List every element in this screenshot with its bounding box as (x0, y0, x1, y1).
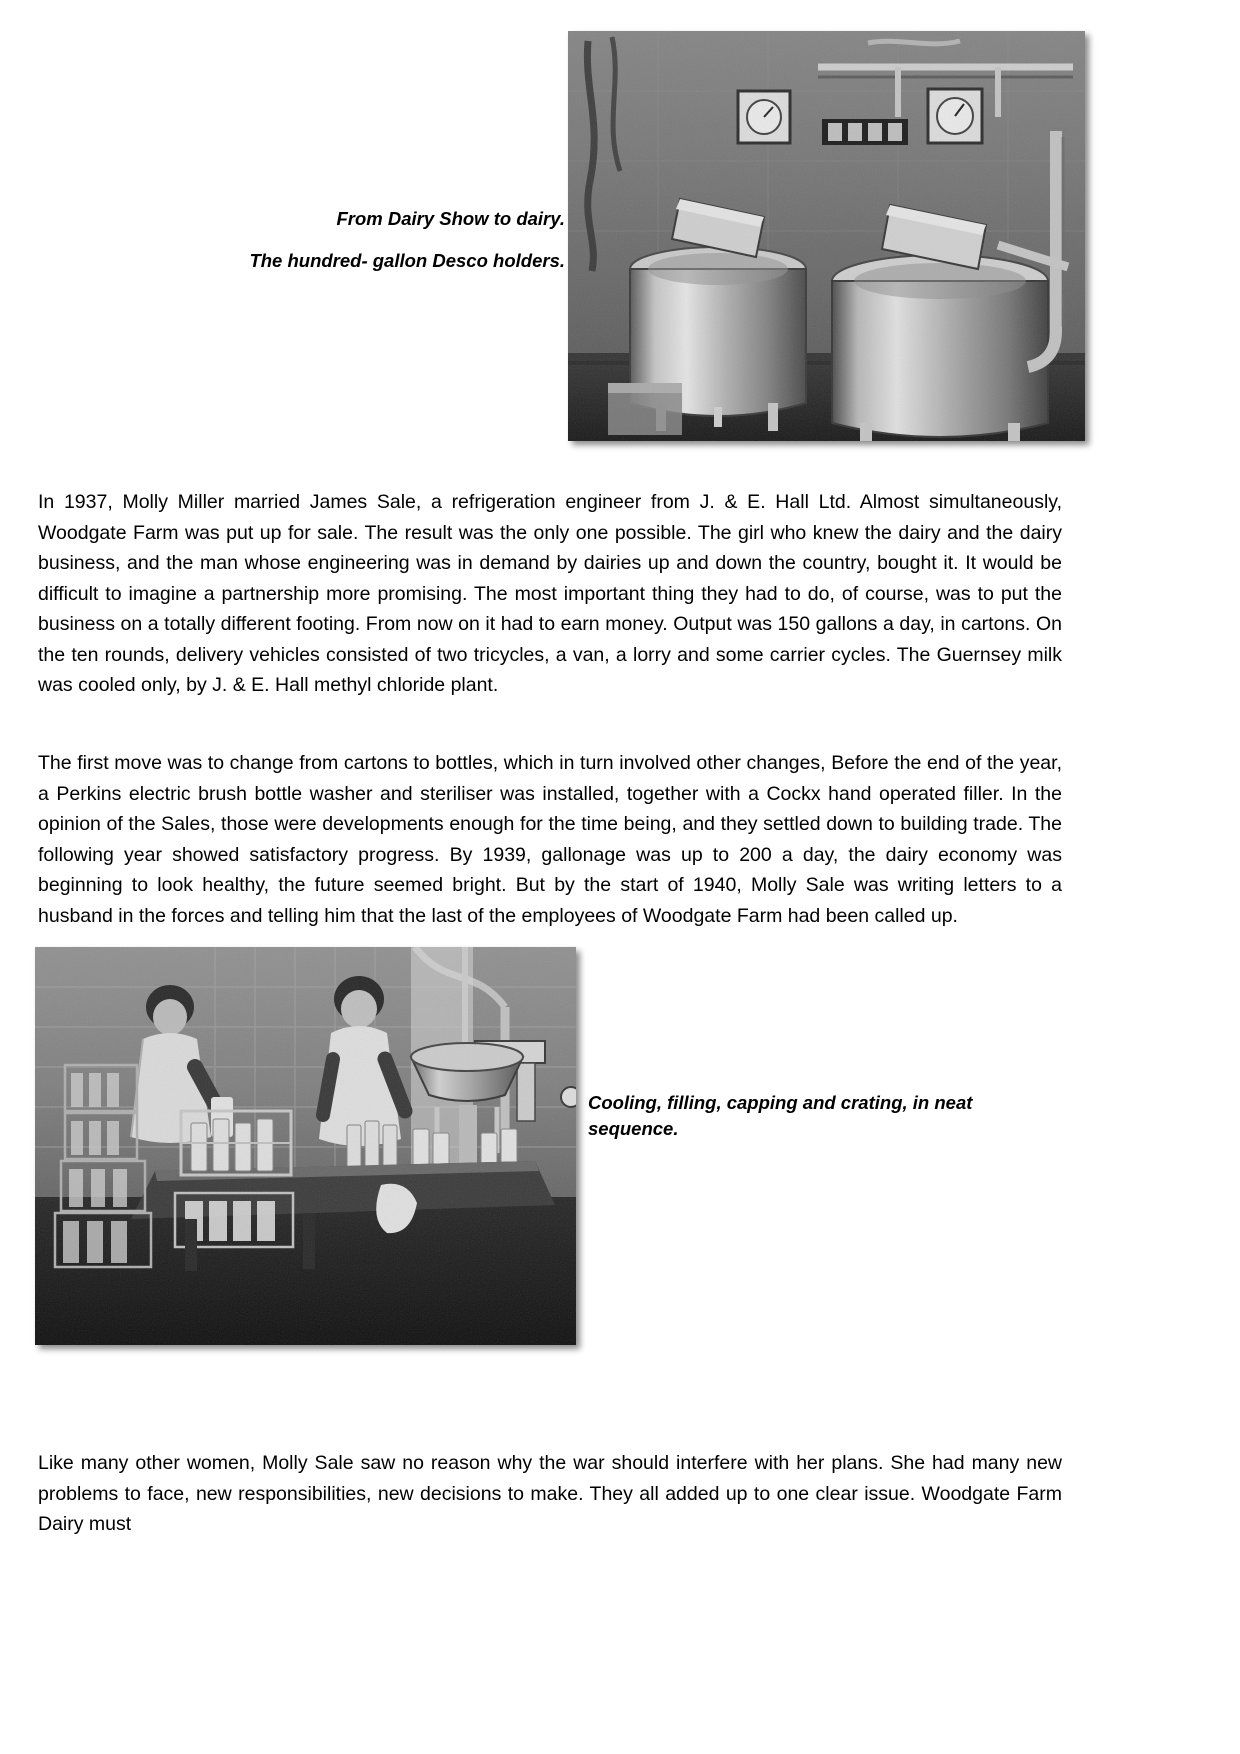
figure-bottling-line-photo (35, 947, 576, 1345)
body-paragraph-3-container (38, 1448, 1062, 1540)
figure-top-caption-line-1: From Dairy Show to dairy. (336, 208, 565, 229)
body-paragraph-2-container (38, 748, 1062, 931)
figure-top-caption (60, 198, 565, 282)
body-paragraph-3: Like many other women, Molly Sale saw no reason why the war should interfere with her plans. She had many new problems to face, new responsibilities, new decisions to make. They all added up to one clear issue. Woodgate Farm Dairy must (38, 1452, 1062, 1535)
figure-bottom-caption (588, 1090, 1058, 1142)
body-paragraph-1: In 1937, Molly Miller married James Sale, a refrigeration engineer from J. & E. Hall Ltd. Almost simultaneously, Woodgate Farm was put up for sale. The result was the only one possible. The girl who knew the dairy and the dairy business, and the man whose engineering was in demand by dairies up and down the country, bought it. It would be difficult to imagine a partnership more promising. The most important thing they had to do, of course, was to put the business on a totally different footing. From now on it had to earn money. Output was 150 gallons a day, in cartons. On the ten rounds, delivery vehicles consisted of two tricycles, a van, a lorry and some carrier cycles. The Guernsey milk was cooled only, by J. & E. Hall methyl chloride plant. (38, 491, 1062, 696)
body-paragraph-1-container (38, 487, 1062, 701)
dairy-holders-image (568, 31, 1085, 441)
figure-dairy-holders-photo (568, 31, 1085, 441)
bottling-line-image (35, 947, 576, 1345)
body-paragraph-2: The first move was to change from cartons to bottles, which in turn involved other changes, Before the end of the year, a Perkins electric brush bottle washer and steriliser was installed, together with a Cockx hand operated filler. In the opinion of the Sales, those were developments enough for the time being, and they settled down to building trade. The following year showed satisfactory progress. By 1939, gallonage was up to 200 a day, the dairy economy was beginning to look healthy, the future seemed bright. But by the start of 1940, Molly Sale was writing letters to a husband in the forces and telling him that the last of the employees of Woodgate Farm had been called up. (38, 752, 1062, 927)
figure-bottom-caption-text: Cooling, filling, capping and crating, in neat sequence. (588, 1092, 973, 1139)
figure-top-caption-line-2: The hundred- gallon Desco holders. (249, 250, 565, 271)
